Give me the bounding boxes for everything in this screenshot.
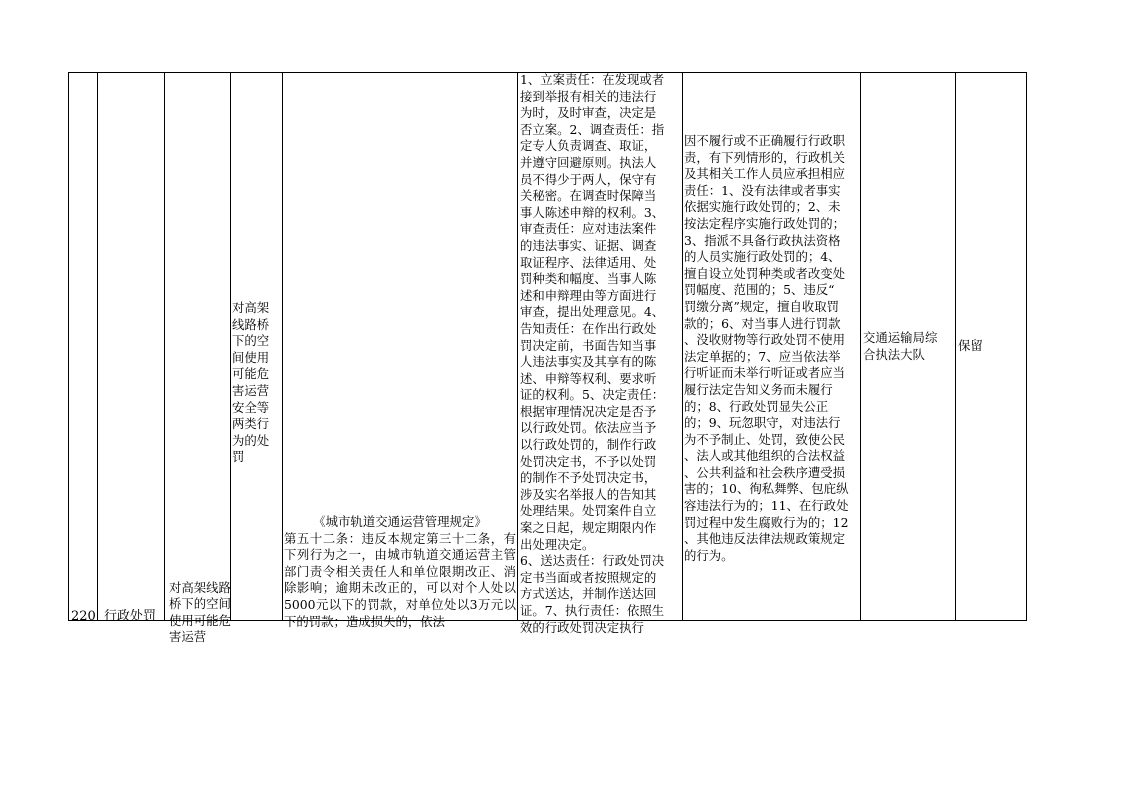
col-border-3 xyxy=(230,72,231,621)
legal-basis-cell xyxy=(284,514,516,630)
agency-cell: 交通运输局综 合执法大队 xyxy=(863,330,938,362)
col-border-9 xyxy=(1026,72,1027,621)
subject-divider xyxy=(230,620,282,621)
subject-main-cell xyxy=(169,563,231,646)
table-frame xyxy=(68,72,1027,645)
col-border-0 xyxy=(68,72,69,621)
col-border-8 xyxy=(955,72,956,621)
col-border-7 xyxy=(860,72,861,621)
col-border-1 xyxy=(97,72,98,621)
subject-item-cell: 对高架 线路桥 下的空 间使用 可能危 害运营 安全等 两类行 为的处 罚 xyxy=(232,300,270,465)
subject-main-text: 对高架线路桥下的空间使用可能危害运营 xyxy=(169,579,231,645)
category-cell: 行政处罚 xyxy=(104,609,157,624)
legal-basis-title: 《城市轨道交通运营管理规定》 xyxy=(313,514,487,529)
liability-cell: 因不履行或不正确履行行政职 责，有下列情形的，行政机关 及其相关工作人员应承担相应 责任：1、没有法律或者事实 依据实施行政处罚的；2、未 按法定程序实施行政处罚的； 3、指派不具备行政执法资格 的人员实施行政处罚的；4、 擅自设立处罚种类或者改变处 罚幅度、范围的；5、违反“ 罚缴分离”规定，擅自收取罚 款的；6、对当事人进行罚款 、没收财物等行政处罚不使用 法定单据的；7、应当依法举 行听证而未举行听证或者应当 履行法定告知义务而未履行 的；8、行政处罚显失公正 的；9、玩忽职守，对违法行 为不予制止、处罚，致使公民 、法人或其他组织的合法权益 、公共利益和社会秩序遭受损 害的；10、徇私舞弊、包庇纵 容违法行为的；11、在行政处 罚过程中发生腐败行为的；12 、其他违反法律法规政策规定 的行为。 xyxy=(684,133,849,563)
status-cell: 保留 xyxy=(958,338,983,353)
row-number-cell: 220 xyxy=(71,609,96,624)
col-border-5 xyxy=(517,72,518,621)
col-border-2 xyxy=(164,72,165,621)
col-border-6 xyxy=(682,72,683,621)
duties-cell: 1、立案责任：在发现或者 接到举报有相关的违法行 为时，及时审查，决定是 否立案。2、调查责任：指 定专人负责调查、取证， 并遵守回避原则。执法人 员不得少于两人，保守有 关秘密。在调查时保障当 事人陈述申辩的权利。3、 审查责任：应对违法案件 的违法事实、证据、调查 取证程序、法律适用、处 罚种类和幅度、当事人陈 述和申辩理由等方面进行 审查，提出处理意见。4、 告知责任：在作出行政处 罚决定前，书面告知当事 人违法事实及其享有的陈 述、申辩等权利、要求听 证的权利。5、决定责任： 根据审理情况决定是否予 以行政处罚。依法应当予 以行政处罚的，制作行政 处罚决定书，不予以处罚 的制作不予处罚决定书， 涉及实名举报人的告知其 处理结果。处罚案件自立 案之日起，规定期限内作 出处理决定。 6、送达责任：行政处罚决 定书当面或者按照规定的 方式送达，并制作送达回 证。7、执行责任：依照生 效的行政处罚决定执行 xyxy=(520,72,665,635)
legal-basis-text: 第五十二条：违反本规定第三十二条，有下列行为之一，由城市轨道交通运营主管部门责令相关责任人和单位限期改正、消除影响；逾期未改正的，可以对个人处以5000元以下的罚款，对单位处以3万元以下的罚款；造成损失的，依法 xyxy=(284,530,516,629)
